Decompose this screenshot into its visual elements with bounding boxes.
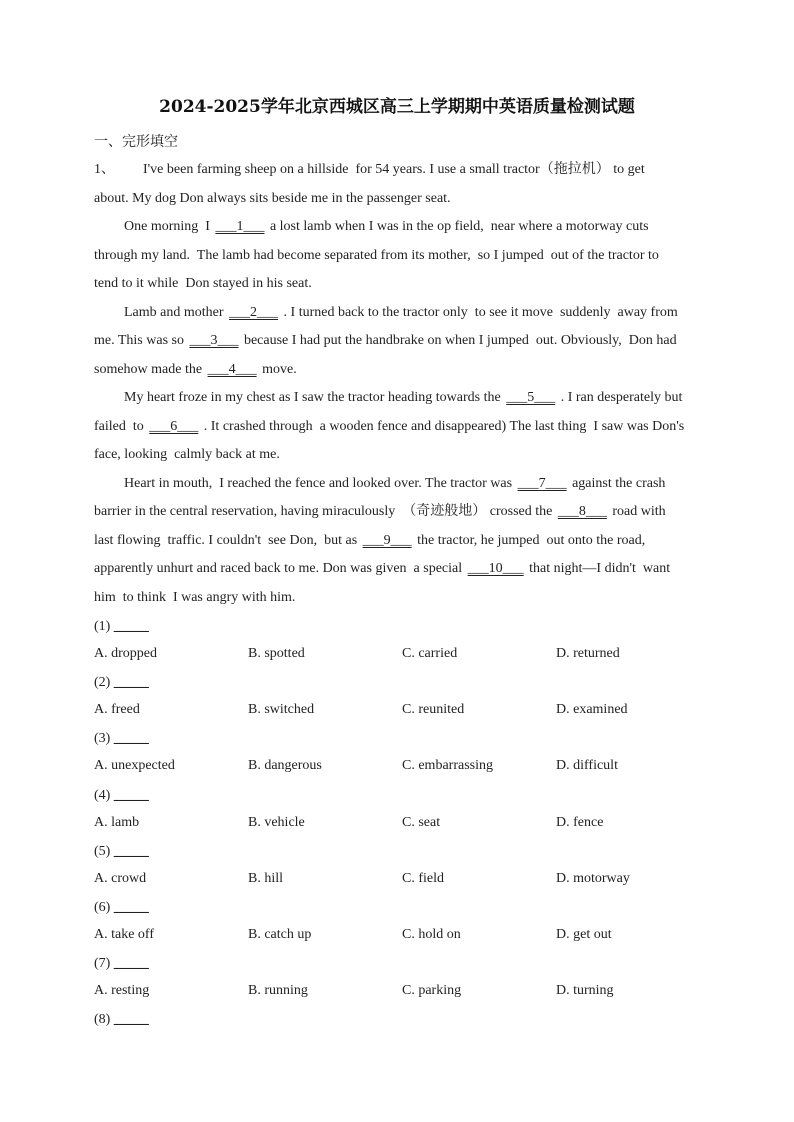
question-label: (4)	[94, 787, 111, 803]
question-label: (1)	[94, 619, 111, 634]
text-run: against the crash	[568, 475, 666, 491]
passage-line	[94, 356, 700, 385]
answer-option[interactable]: B. switched	[248, 702, 315, 718]
passage-line: him to think I was angry with him.	[94, 589, 296, 605]
answer-blank[interactable]: _____	[113, 843, 149, 859]
passage-line	[94, 413, 700, 442]
question-label: (6)	[94, 900, 111, 915]
answer-blank[interactable]: _____	[113, 731, 149, 747]
answer-option[interactable]: A. lamb	[94, 814, 140, 830]
text-run: . I turned back to the tractor only to see it move suddenly away from	[280, 304, 678, 320]
question-label: (5)	[94, 843, 111, 859]
answer-option[interactable]: B. spotted	[248, 646, 305, 661]
passage-line	[94, 527, 700, 556]
blank-8: ___8___	[557, 504, 607, 519]
passage-line: face, looking calmly back at me.	[94, 447, 280, 462]
passage-line: tend to it while Don stayed in his seat.	[94, 276, 312, 291]
passage-line	[94, 213, 700, 242]
blank-7: ___7___	[517, 475, 567, 491]
text-run: that night—I didn't want	[525, 561, 671, 576]
question-number	[94, 675, 149, 691]
question-number	[94, 844, 149, 860]
text-run: move.	[258, 361, 297, 377]
text-run: because I had put the handbrake on when I jumped out. Obviously, Don had	[240, 333, 677, 348]
question-number	[94, 619, 149, 635]
blank-5: ___5___	[506, 390, 556, 405]
question-label: (8)	[94, 1012, 111, 1028]
answer-blank[interactable]: _____	[113, 675, 149, 691]
text-run: last flowing traffic. I couldn't see Don, but as	[94, 532, 361, 548]
passage-line	[94, 299, 700, 328]
text-run: me. This was so	[94, 333, 188, 348]
answer-option[interactable]: A. resting	[94, 983, 150, 999]
answer-option[interactable]: C. reunited	[402, 702, 465, 718]
question-label: (2)	[94, 675, 111, 691]
answer-option[interactable]: A. unexpected	[94, 758, 175, 774]
blank-9: ___9___	[362, 532, 412, 548]
passage-line: 1、 I've been farming sheep on a hillside for 54 years. I use a small tractor（拖拉机） to get	[94, 162, 645, 177]
answer-option[interactable]: B. catch up	[248, 927, 312, 942]
passage-line	[94, 470, 700, 499]
passage-line	[94, 384, 700, 413]
answer-option[interactable]: D. motorway	[556, 870, 630, 886]
answer-option[interactable]: C. parking	[402, 983, 462, 999]
blank-2: ___2___	[229, 304, 279, 320]
answer-option[interactable]: C. carried	[402, 646, 458, 661]
section-heading: 一、完形填空	[94, 135, 178, 150]
text-run: apparently unhurt and raced back to me. Don was given a special	[94, 561, 466, 576]
answer-blank[interactable]: _____	[113, 787, 149, 803]
text-run: . I ran desperately but	[557, 390, 683, 405]
answer-option[interactable]: C. embarrassing	[402, 758, 493, 774]
passage-line	[94, 327, 700, 356]
answer-option[interactable]: C. seat	[402, 814, 441, 830]
text-run: One morning I	[124, 219, 214, 234]
text-run: somehow made the	[94, 361, 206, 377]
text-run: My heart froze in my chest as I saw the tractor heading towards the	[124, 390, 505, 405]
text-run: failed to	[94, 418, 148, 434]
blank-4: ___4___	[207, 361, 257, 377]
text-run: Lamb and mother	[124, 304, 228, 320]
answer-option[interactable]: D. examined	[556, 702, 628, 718]
blank-6: ___6___	[149, 418, 199, 434]
text-run: road with	[608, 504, 666, 519]
answer-option[interactable]: A. crowd	[94, 870, 147, 886]
passage-line	[94, 555, 700, 584]
answer-blank[interactable]: _____	[113, 1012, 149, 1028]
passage-line: about. My dog Don always sits beside me in the passenger seat.	[94, 190, 451, 206]
answer-blank[interactable]: _____	[113, 956, 149, 972]
answer-option[interactable]: C. hold on	[402, 927, 461, 942]
answer-option[interactable]: D. difficult	[556, 758, 618, 774]
question-label: (3)	[94, 731, 111, 747]
question-number	[94, 788, 149, 804]
cloze-passage	[94, 156, 700, 612]
answer-blank[interactable]: _____	[113, 619, 149, 634]
passage-line: through my land. The lamb had become separated from its mother, so I jumped out of the tractor to	[94, 247, 659, 263]
answer-option[interactable]: D. turning	[556, 983, 614, 999]
answer-option[interactable]: D. fence	[556, 814, 604, 830]
answer-option[interactable]: C. field	[402, 870, 444, 886]
passage-line	[94, 498, 700, 527]
blank-3: ___3___	[189, 333, 239, 348]
text-run: the tractor, he jumped out onto the road,	[413, 532, 646, 548]
question-number	[94, 956, 149, 972]
answer-option[interactable]: B. vehicle	[248, 814, 305, 830]
text-run: barrier in the central reservation, having miraculously （奇迹般地） crossed the	[94, 504, 556, 519]
text-run: . It crashed through a wooden fence and disappeared) The last thing I saw was Don's	[200, 418, 685, 434]
answer-option[interactable]: B. running	[248, 983, 308, 999]
blank-1: ___1___	[215, 219, 265, 234]
text-run: a lost lamb when I was in the op field, near where a motorway cuts	[266, 219, 649, 234]
answer-blank[interactable]: _____	[113, 900, 149, 915]
question-number	[94, 731, 149, 747]
page-title: 2024-2025学年北京西城区高三上学期期中英语质量检测试题	[159, 97, 635, 117]
blank-10: ___10___	[467, 561, 524, 576]
answer-option[interactable]: D. returned	[556, 646, 620, 661]
answer-option[interactable]: B. dangerous	[248, 758, 322, 774]
question-number	[94, 1012, 149, 1028]
question-number	[94, 900, 149, 916]
answer-option[interactable]: A. freed	[94, 702, 140, 718]
answer-option[interactable]: A. take off	[94, 927, 154, 942]
question-label: (7)	[94, 956, 111, 972]
text-run: Heart in mouth, I reached the fence and looked over. The tractor was	[124, 475, 516, 491]
answer-option[interactable]: A. dropped	[94, 646, 157, 661]
answer-option[interactable]: B. hill	[248, 870, 284, 886]
answer-option[interactable]: D. get out	[556, 927, 612, 942]
